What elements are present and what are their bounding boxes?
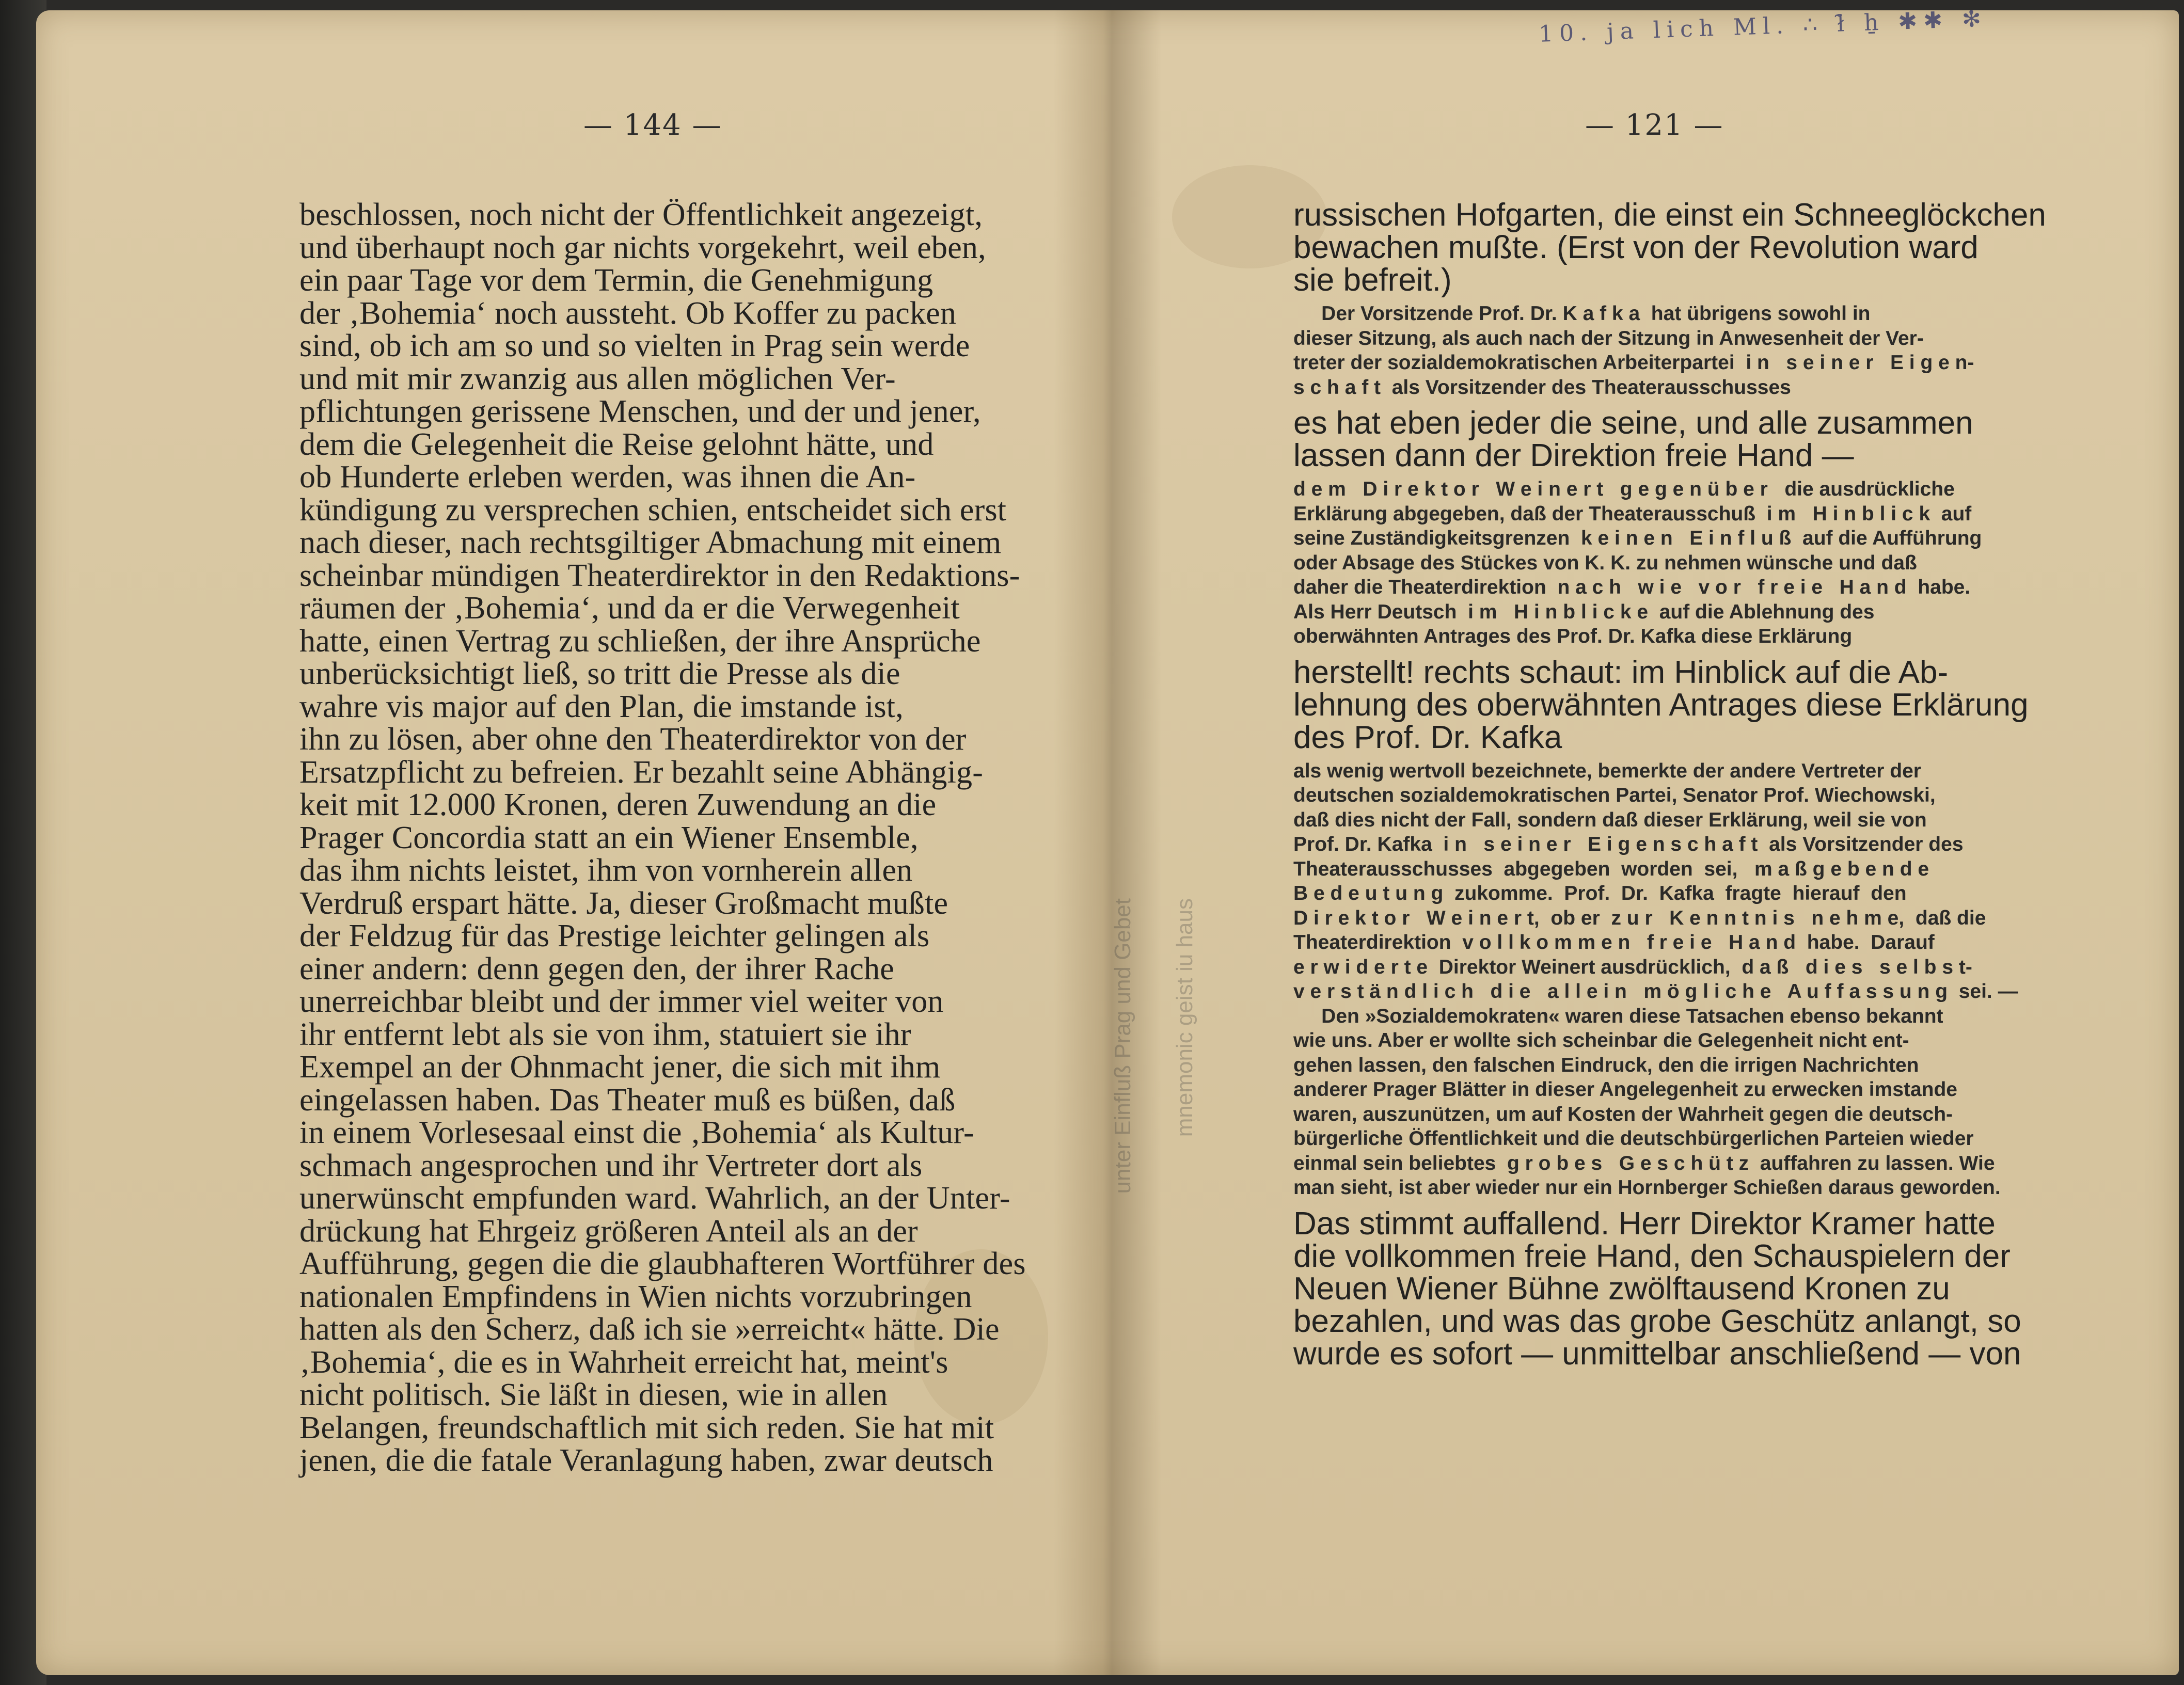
text-line: ihr entfernt lebt als sie von ihm, statuiert sie ihr (299, 1016, 911, 1052)
page-number: — 121 — (1585, 108, 1724, 142)
text-line: jenen, die die fatale Veranlagung haben, zwar deutsch (299, 1443, 993, 1478)
text-line: in einem Vorlesesaal einst die ‚Bohemia‘ als Kultur- (299, 1115, 974, 1150)
text-line: Verdruß erspart hätte. Ja, dieser Großmacht mußte (299, 885, 948, 921)
bleed-through-text: unter Einfluß Prag und Gebet (1110, 898, 1135, 1194)
text-line: seine Zuständigkeitsgrenzen k e i n e n E i n f l u ß auf die Aufführung (1293, 527, 1982, 549)
page-number: — 144 — (583, 108, 722, 142)
text-line: daß dies nicht der Fall, sondern daß dieser Erklärung, weil sie von (1293, 808, 1927, 831)
text-line: keit mit 12.000 Kronen, deren Zuwendung an die (299, 787, 937, 822)
text-line: ob Hunderte erleben werden, was ihnen die An- (299, 459, 916, 495)
text-line: hatte, einen Vertrag zu schließen, der ihre Ansprüche (299, 623, 981, 659)
left-page-text (299, 199, 1053, 1477)
text-line: die vollkommen freie Hand, den Schauspielern der (1293, 1238, 2011, 1274)
text-line: oberwähnten Antrages des Prof. Dr. Kafka diese Erklärung (1293, 625, 1853, 647)
text-line: russischen Hofgarten, die einst ein Schneeglöckchen (1293, 197, 2046, 233)
text-line: d e m D i r e k t o r W e i n e r t g e g e n ü b e r die ausdrückliche (1293, 478, 1955, 500)
text-line: B e d e u t u n g zukomme. Prof. Dr. Kafka fragte hierauf den (1293, 882, 1907, 904)
text-line: man sieht, ist aber wieder nur ein Hornberger Schießen daraus geworden. (1293, 1177, 2001, 1199)
text-line: einmal sein beliebtes g r o b e s G e s c h ü t z auffahren zu lassen. Wie (1293, 1152, 1995, 1174)
commentary-block (1293, 407, 2047, 472)
text-line: drückung hat Ehrgeiz größeren Anteil als an der (299, 1213, 918, 1249)
text-line: dem die Gelegenheit die Reise gelohnt hätte, und (299, 426, 934, 462)
text-line: und mit mir zwanzig aus allen möglichen Ver- (299, 361, 896, 396)
text-line: sind, ob ich am so und so vielten in Prag sein werde (299, 328, 970, 363)
text-line: Belangen, freundschaftlich mit sich reden. Sie hat mit (299, 1410, 994, 1445)
text-line: nach dieser, nach rechtsgiltiger Abmachung mit einem (299, 525, 1002, 560)
text-line: Erklärung abgegeben, daß der Theaterausschuß i m H i n b l i c k auf (1293, 502, 1972, 525)
left-page (36, 10, 1069, 1675)
text-line: Theaterausschusses abgegeben worden sei, m a ß g e b e n d e (1293, 857, 1929, 880)
text-line: einer andern: denn gegen den, der ihrer Rache (299, 951, 895, 987)
text-line: ein paar Tage vor dem Termin, die Genehmigung (299, 263, 933, 298)
text-line: der ‚Bohemia‘ noch aussteht. Ob Koffer zu packen (299, 295, 957, 331)
text-line: bezahlen, und was das grobe Geschütz anlangt, so (1293, 1303, 2021, 1339)
handwritten-annotation: 10. ja lich Ml. ∴ ł̃ ẖ ✱✱ ✻ (1538, 5, 1988, 47)
text-line: das ihm nichts leistet, ihm von vornherein allen (299, 853, 913, 888)
text-line: unberücksichtigt ließ, so tritt die Presse als die (299, 656, 900, 691)
text-line: nicht politisch. Sie läßt in diesen, wie in allen (299, 1377, 888, 1412)
text-line: schmach angesprochen und ihr Vertreter dort als (299, 1148, 923, 1183)
text-line: D i r e k t o r W e i n e r t, ob er z u r K e n n t n i s n e h m e, daß die (1293, 907, 1986, 929)
text-line: Der Vorsitzende Prof. Dr. K a f k a hat übrigens sowohl in (1293, 303, 1871, 325)
text-line: herstellt! rechts schaut: im Hinblick auf die Ab- (1293, 654, 1949, 690)
text-line: Das stimmt auffallend. Herr Direktor Kramer hatte (1293, 1205, 1996, 1242)
text-line: räumen der ‚Bohemia‘, und da er die Verwegenheit (299, 591, 960, 626)
text-line: Neuen Wiener Bühne zwölftausend Kronen zu (1293, 1270, 1950, 1307)
text-line: als wenig wertvoll bezeichnete, bemerkte der andere Vertreter der (1293, 759, 1921, 782)
text-line: unerwünscht empfunden ward. Wahrlich, an der Unter- (299, 1181, 1010, 1216)
text-line: Aufführung, gegen die die glaubhafteren Wortführer des (299, 1246, 1026, 1281)
commentary-block (1293, 1207, 2047, 1370)
quoted-block (1293, 477, 2047, 649)
text-line: pflichtungen gerissene Menschen, und der und jener, (299, 394, 981, 429)
text-line: nationalen Empfindens in Wien nichts vorzubringen (299, 1279, 972, 1314)
text-line: ihn zu lösen, aber ohne den Theaterdirektor von der (299, 722, 967, 757)
text-line: Ersatzpflicht zu befreien. Er bezahlt seine Abhängig- (299, 754, 984, 790)
commentary-block (1293, 199, 2047, 296)
commentary-block (1293, 656, 2047, 754)
text-line: s c h a f t als Vorsitzender des Theaterausschusses (1293, 376, 1791, 399)
text-line: anderer Prager Blätter in dieser Angelegenheit zu erwecken imstande (1293, 1078, 1957, 1101)
text-line: deutschen sozialdemokratischen Partei, Senator Prof. Wiechowski, (1293, 784, 1936, 806)
text-line: unerreichbar bleibt und der immer viel weiter von (299, 984, 944, 1019)
text-line: Theaterdirektion v o l l k o m m e n f r e i e H a n d habe. Darauf (1293, 931, 1935, 953)
text-line: sie befreit.) (1293, 262, 1452, 298)
text-line: waren, auszunützen, um auf Kosten der Wahrheit gegen die deutsch- (1293, 1103, 1953, 1125)
text-line: beschlossen, noch nicht der Öffentlichkeit angezeigt, (299, 197, 983, 232)
text-line: hatten als den Scherz, daß ich sie »erreicht« hätte. Die (299, 1312, 1000, 1347)
text-line: des Prof. Dr. Kafka (1293, 719, 1562, 755)
text-line: Den »Sozialdemokraten« waren diese Tatsachen ebenso bekannt (1293, 1005, 1943, 1027)
book-spread (36, 5, 2179, 1675)
right-page (1100, 10, 2179, 1675)
text-line: oder Absage des Stückes von K. K. zu nehmen wünsche und daß (1293, 551, 1917, 574)
bleed-through-text: mnemonic geist iu haus (1172, 898, 1197, 1137)
text-line: wahre vis major auf den Plan, die imstande ist, (299, 689, 904, 724)
text-line: Prof. Dr. Kafka i n s e i n e r E i g e n s c h a f t als Vorsitzender des (1293, 833, 1964, 855)
quoted-block (1293, 759, 2047, 1200)
text-line: Prager Concordia statt an ein Wiener Ensemble, (299, 820, 919, 855)
text-line: daher die Theaterdirektion n a c h w i e v o r f r e i e H a n d habe. (1293, 576, 1971, 598)
text-line: bewachen mußte. (Erst von der Revolution ward (1293, 230, 1979, 265)
text-line: Exempel an der Ohnmacht jener, die sich mit ihm (299, 1050, 941, 1085)
text-line: e r w i d e r t e Direktor Weinert ausdrücklich, d a ß d i e s s e l b s t- (1293, 956, 1972, 978)
text-line: Als Herr Deutsch i m H i n b l i c k e auf die Ablehnung des (1293, 600, 1875, 623)
right-page-text (1293, 199, 2047, 1375)
text-line: treter der sozialdemokratischen Arbeiterpartei i n s e i n e r E i g e n- (1293, 352, 1974, 374)
text-line: wurde es sofort — unmittelbar anschließend — von (1293, 1336, 2021, 1372)
quoted-block (1293, 301, 2047, 400)
text-line: und überhaupt noch gar nichts vorgekehrt, weil eben, (299, 230, 986, 265)
text-line: bürgerliche Öffentlichkeit und die deutschbürgerlichen Parteien wieder (1293, 1127, 1974, 1150)
text-line: dieser Sitzung, als auch nach der Sitzung in Anwesenheit der Ver- (1293, 327, 1924, 349)
text-line: es hat eben jeder die seine, und alle zusammen (1293, 405, 1973, 441)
text-line: ‚Bohemia‘, die es in Wahrheit erreicht hat, meint's (299, 1344, 948, 1380)
text-line: kündigung zu versprechen schien, entscheidet sich erst (299, 492, 1007, 528)
text-line: lehnung des oberwähnten Antrages diese Erklärung (1293, 687, 2029, 723)
text-line: gehen lassen, den falschen Eindruck, den die irrigen Nachrichten (1293, 1054, 1919, 1076)
text-line: der Feldzug für das Prestige leichter gelingen als (299, 918, 930, 953)
text-line: eingelassen haben. Das Theater muß es büßen, daß (299, 1082, 956, 1118)
text-line: wie uns. Aber er wollte sich scheinbar die Gelegenheit nicht ent- (1293, 1029, 1909, 1052)
text-line: v e r s t ä n d l i c h d i e a l l e i n m ö g l i c h e A u f f a s s u n g sei. — (1293, 980, 2018, 1003)
text-line: scheinbar mündigen Theaterdirektor in den Redaktions- (299, 558, 1020, 593)
text-line: lassen dann der Direktion freie Hand — (1293, 438, 1854, 473)
